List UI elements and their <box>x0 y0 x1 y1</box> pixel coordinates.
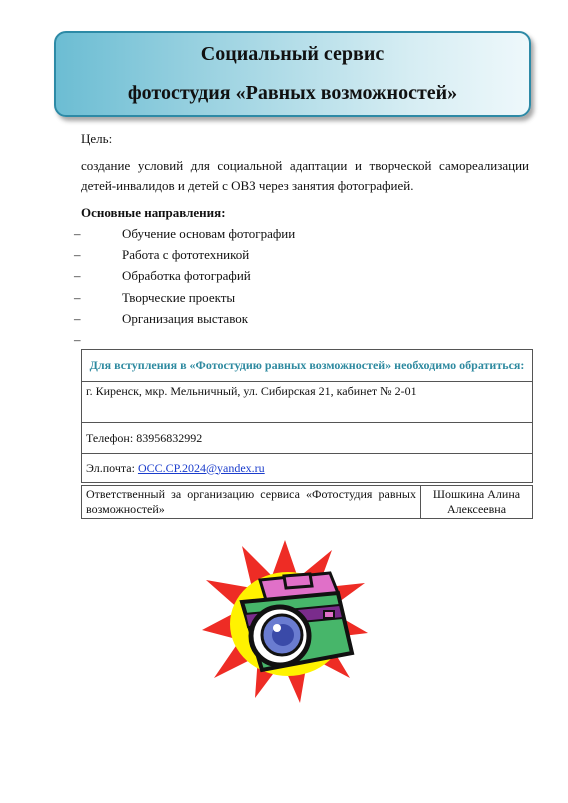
viewfinder <box>284 574 312 588</box>
responsible-name-line2: Алексеевна <box>446 502 507 516</box>
list-item: Организация выставок <box>122 311 249 326</box>
responsible-name-cell <box>421 486 533 519</box>
bullet-dash: – <box>74 268 81 283</box>
contact-address: г. Киренск, мкр. Мельничный, ул. Сибирская 21, кабинет № 2-01 <box>82 382 533 423</box>
list-item: Работа с фототехникой <box>122 247 250 262</box>
bullet-dash: – <box>74 247 81 262</box>
contact-email-row <box>82 454 533 483</box>
camera-icon <box>200 538 370 708</box>
email-link[interactable]: OCC.CP.2024@yandex.ru <box>137 460 265 475</box>
bullet-dash: – <box>74 311 81 326</box>
bullet-dash: – <box>74 332 81 347</box>
lens-highlight <box>273 624 281 632</box>
goal-text: создание условий для социальной адаптации и творческой самореализации детей-инвалидов и детей с ОВЗ через занятия фотографией. <box>81 158 529 193</box>
bullet-dash: – <box>74 290 81 305</box>
responsible-name-line1: Шошкина Алина <box>432 487 521 501</box>
contact-table <box>81 349 533 483</box>
goal-label: Цель: <box>81 131 113 146</box>
directions-label: Основные направления: <box>81 205 226 220</box>
shutter-button <box>324 611 334 618</box>
responsible-role: Ответственный за организацию сервиса «Фотостудия равных возможностей» <box>82 486 421 519</box>
banner-title-line2: фотостудия «Равных возможностей» <box>127 82 458 104</box>
responsible-table <box>81 485 533 519</box>
list-item: Обработка фотографий <box>122 268 251 283</box>
banner-title-line1: Социальный сервис <box>200 43 385 65</box>
contact-header: Для вступления в «Фотостудию равных возможностей» необходимо обратиться: <box>82 350 533 382</box>
list-item: Творческие проекты <box>122 290 236 305</box>
title-banner <box>54 31 531 117</box>
email-label: Эл.почта: <box>86 460 138 475</box>
contact-phone: Телефон: 83956832992 <box>82 423 533 454</box>
list-item: Обучение основам фотографии <box>122 226 296 241</box>
bullet-dash: – <box>74 226 81 241</box>
